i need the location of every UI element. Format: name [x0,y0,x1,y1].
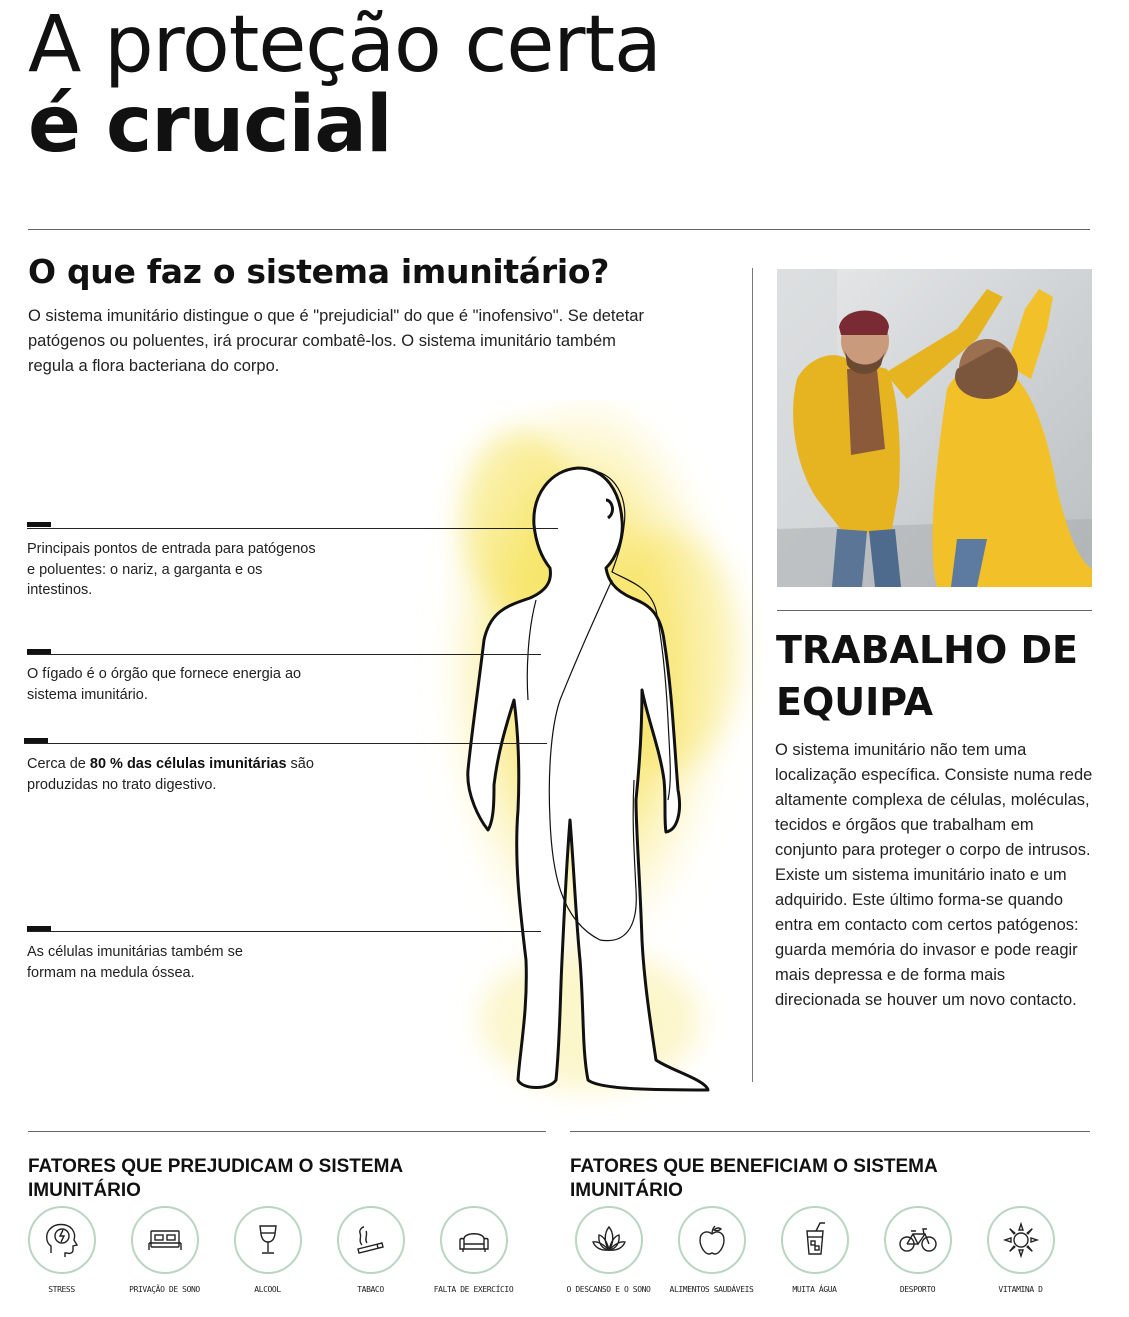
column-divider [752,268,753,1082]
head-stress-icon [28,1206,96,1274]
sofa-icon [440,1206,508,1274]
callout-digestive-post: são produzidas no trato digestivo. [27,756,314,793]
factor-label: FALTA DE EXERCÍCIO [433,1285,514,1294]
factor-label: O DESCANSO E O SONO [566,1285,651,1294]
bed-icon [131,1206,199,1274]
callout-liver: O fígado é o órgão que fornece energia ao sistema imunitário. [27,666,302,703]
factor-vitamin-d [969,1206,1072,1295]
team-divider [777,610,1092,611]
water-glass-icon [781,1206,849,1274]
couple-in-raincoats-photo [777,269,1092,587]
apple-icon [678,1206,746,1274]
factor-alcohol [216,1206,319,1295]
callout-line [27,931,541,932]
teamwork-body: O sistema imunitário não tem uma localização específica. Consiste numa rede altamente complexa de células, moléculas, tecidos e órgãos que trabalham em conjunto para proteger o corpo de intrusos. Existe um sistema imunitário inato e um adquirido. Este último forma-se quando entra em contacto com certos patógenos: guarda memória do invasor e pode reagir mais depressa e de forma mais direcionada se houver um novo contacto. [775,741,1093,1009]
beneficial-divider [570,1131,1090,1132]
factor-rest-and-sleep [557,1206,660,1295]
human-body-illustration [410,400,770,1120]
bicycle-icon [884,1206,952,1274]
factor-label: TABACO [357,1285,384,1294]
factor-healthy-food [660,1206,763,1295]
factor-label: MUITA ÁGUA [792,1285,837,1294]
factor-plenty-of-water [763,1206,866,1295]
wine-glass-icon [234,1206,302,1274]
factor-label: PRIVAÇÃO DE SONO [129,1285,200,1294]
title-line-1: A proteção certa [28,0,661,90]
harmful-factors-list [10,1206,525,1295]
factor-tobacco [319,1206,422,1295]
callout-digestive-pre: Cerca de [27,756,90,772]
factor-label: DESPORTO [899,1285,936,1294]
lotus-icon [575,1206,643,1274]
beneficial-factors-list [557,1206,1072,1295]
top-divider [28,229,1090,230]
callout-marker [27,522,51,527]
factor-label: STRESS [48,1285,75,1294]
factor-stress [10,1206,113,1295]
callout-line [27,654,541,655]
section-heading: O que faz o sistema imunitário? [28,252,610,291]
factor-label: ALIMENTOS SAUDÁVEIS [669,1285,754,1294]
callout-digestive-bold: 80 % das células imunitárias [89,756,287,772]
harmful-factors-heading: FATORES QUE PREJUDICAM O SISTEMA IMUNITÁRIO [28,1156,403,1201]
section-intro: O sistema imunitário distingue o que é "prejudicial" do que é "inofensivo". Se detetar patógenos ou poluentes, irá procurar combatê-los. O sistema imunitário também regula a flora bacteriana do corpo. [28,307,644,375]
sun-icon [987,1206,1055,1274]
factor-sleep-deprivation [113,1206,216,1295]
callout-bone-marrow: As células imunitárias também se formam na medula óssea. [27,944,243,981]
callout-entry-points: Principais pontos de entrada para patógenos e poluentes: o nariz, a garganta e os intestinos. [27,541,316,598]
title-line-2: é crucial [28,80,392,170]
callout-line [27,528,558,529]
harmful-divider [28,1131,546,1132]
factor-label: ALCOOL [254,1285,281,1294]
factor-label: VITAMINA D [998,1285,1043,1294]
page-title [28,0,661,170]
cigarette-icon [337,1206,405,1274]
factor-lack-of-exercise [422,1206,525,1295]
teamwork-heading: TRABALHO DE EQUIPA [776,628,1079,724]
callout-digestive [27,754,317,795]
beneficial-factors-heading: FATORES QUE BENEFICIAM O SISTEMA IMUNITÁRIO [570,1156,938,1201]
factor-sport [866,1206,969,1295]
callout-line [24,743,547,744]
